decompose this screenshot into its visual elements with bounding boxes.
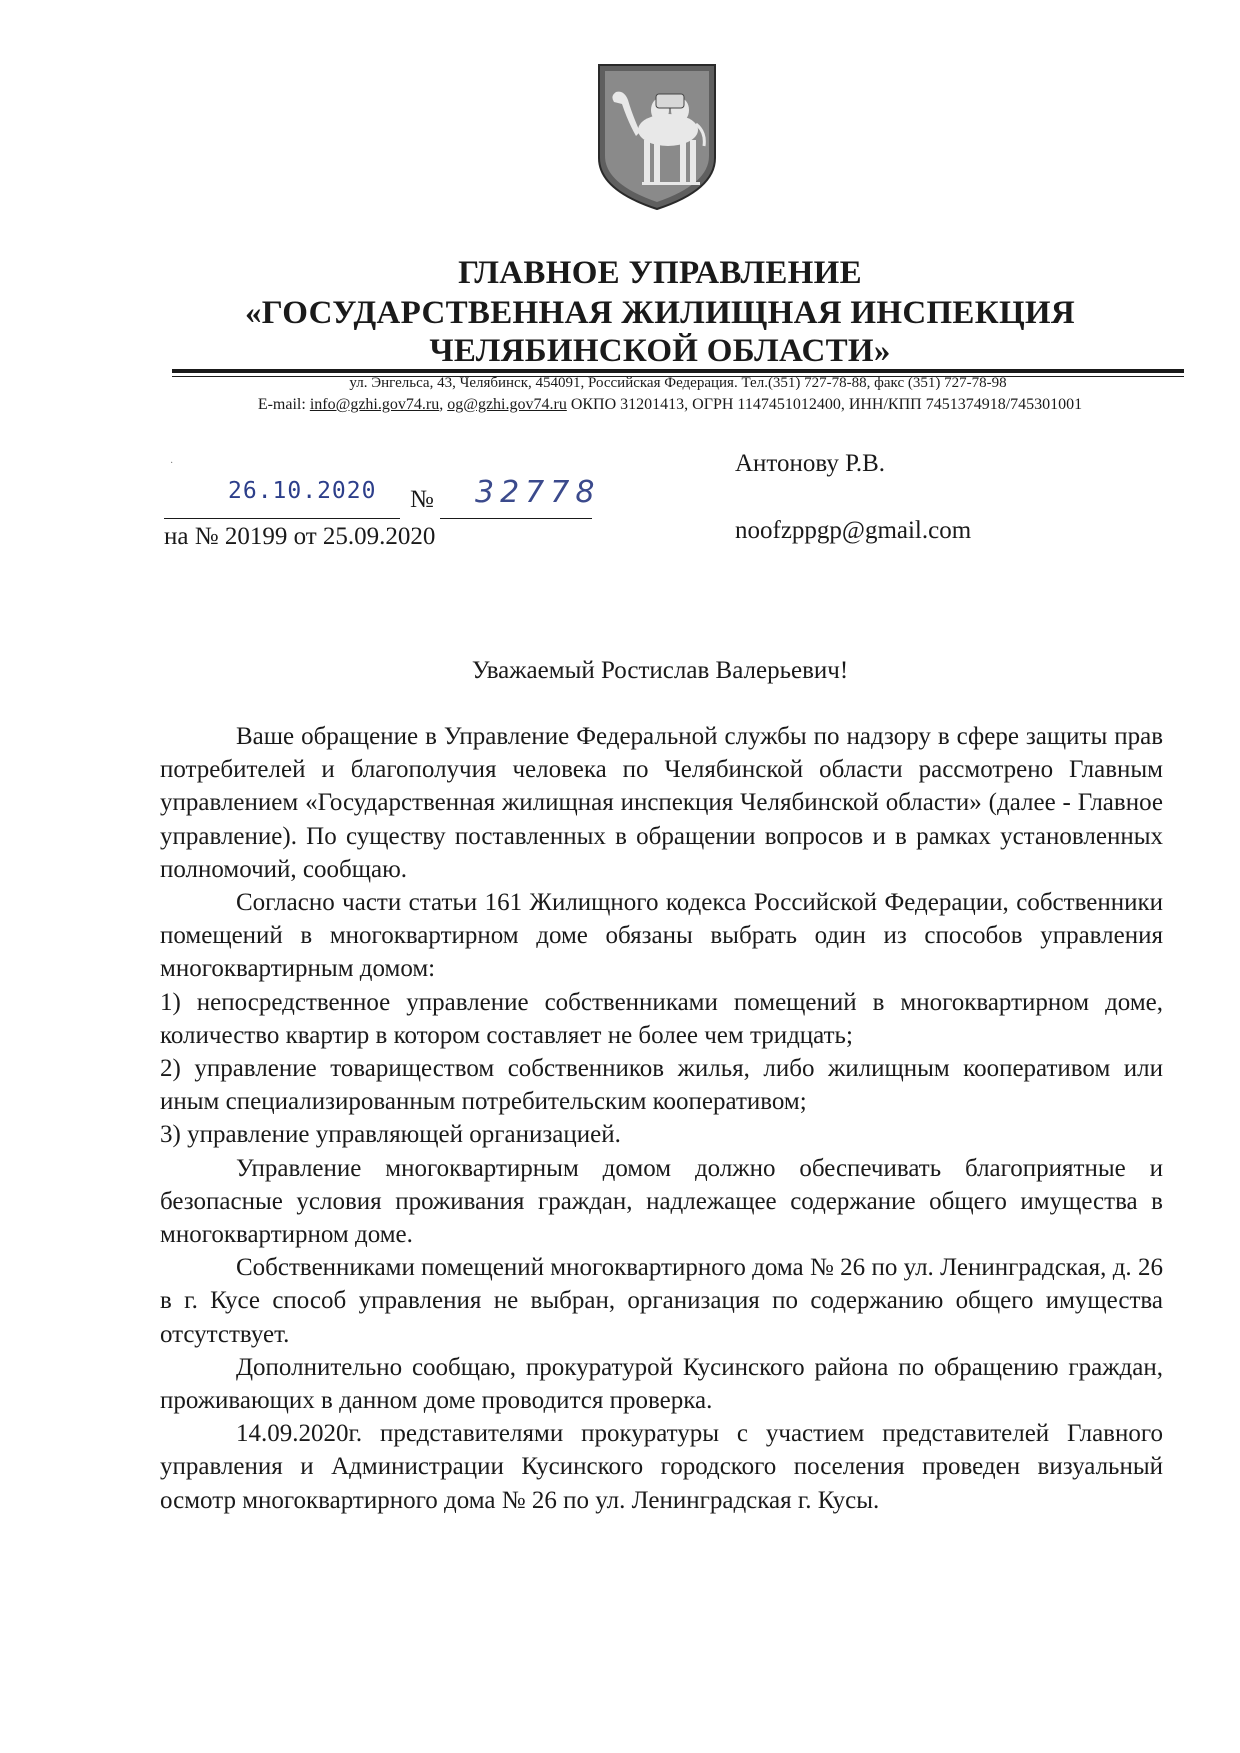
recipient-name: Антонову Р.В. <box>735 450 886 477</box>
outgoing-date: 26.10.2020 <box>228 478 377 504</box>
date-underline <box>164 518 400 519</box>
coat-of-arms-icon <box>596 62 718 212</box>
paragraph: 14.09.2020г. представителями прокуратуры с участием представителей Главного управления и Администрации Кусинского городского поселения проведен визуальный осмотр многоквартирного дома № 26 по ул. Ленинградская г. Кусы. <box>160 1420 1163 1514</box>
reference-number: на № 20199 от 25.09.2020 <box>164 523 436 550</box>
scan-mark: · <box>170 458 174 469</box>
email-label: E-mail: <box>257 396 306 413</box>
org-name-line-1: ГЛАВНОЕ УПРАВЛЕНИЕ <box>458 255 862 291</box>
email-link-info[interactable]: info@gzhi.gov74.ru <box>309 396 440 413</box>
list-item: 3) управление управляющей организацией. <box>160 1121 621 1149</box>
list-item: 2) управление товариществом собственников жилья, либо жилищным кооперативом или иным специализированным потребительским кооперативом; <box>160 1055 1163 1116</box>
number-label: № <box>410 486 434 513</box>
header-rule <box>172 369 1184 373</box>
org-name-line-2: «ГОСУДАРСТВЕННАЯ ЖИЛИЩНАЯ ИНСПЕКЦИЯ <box>244 295 1076 331</box>
greeting: Уважаемый Ростислав Валерьевич! <box>471 657 849 684</box>
paragraph: Дополнительно сообщаю, прокуратурой Кусинского района по обращению граждан, проживающих в данном доме проводится проверка. <box>160 1353 1163 1415</box>
email-link-og[interactable]: og@gzhi.gov74.ru <box>447 396 567 413</box>
outgoing-number: 32778 <box>475 475 601 510</box>
letter-body <box>160 720 1163 1517</box>
paragraph: Ваше обращение в Управление Федеральной службы по надзору в сфере защиты прав потребителей и благополучия человека по Челябинской области рассмотрено Главным управлением «Государственная жилищная инспекция Челябинской области» (далее - Главное управление). По существу поставленных в обращении вопросов и в рамках установленных полномочий, сообщаю. <box>160 723 1163 883</box>
org-address: ул. Энгельса, 43, Челябинск, 454091, Российская Федерация. Тел.(351) 727-78-88, факс (351) 727-78-98 <box>349 375 1007 391</box>
number-underline <box>440 518 592 519</box>
recipient-email: noofzppgp@gmail.com <box>735 517 972 544</box>
list-item: 1) непосредственное управление собственниками помещений в многоквартирном доме, количество квартир в котором составляет не более чем тридцать; <box>160 988 1163 1049</box>
paragraph: Согласно части статьи 161 Жилищного кодекса Российской Федерации, собственники помещений в многоквартирном доме обязаны выбрать один из способов управления многоквартирным домом: <box>160 889 1163 983</box>
org-registry-codes: ОКПО 31201413, ОГРН 1147451012400, ИНН/КПП 7451374918/745301001 <box>570 396 1083 413</box>
org-contacts: E-mail: info@gzhi.gov74.ru, og@gzhi.gov74.ru ОКПО 31201413, ОГРН 1147451012400, ИНН/КПП 7451374918/745301001 <box>257 396 1083 413</box>
org-name-line-3: ЧЕЛЯБИНСКОЙ ОБЛАСТИ» <box>429 333 891 369</box>
paragraph: Собственниками помещений многоквартирного дома № 26 по ул. Ленинградская, д. 26 в г. Кусе способ управления не выбран, организация по содержанию общего имущества отсутствует. <box>160 1254 1163 1348</box>
paragraph: Управление многоквартирным домом должно обеспечивать благоприятные и безопасные условия проживания граждан, надлежащее содержание общего имущества в многоквартирном доме. <box>160 1154 1163 1249</box>
